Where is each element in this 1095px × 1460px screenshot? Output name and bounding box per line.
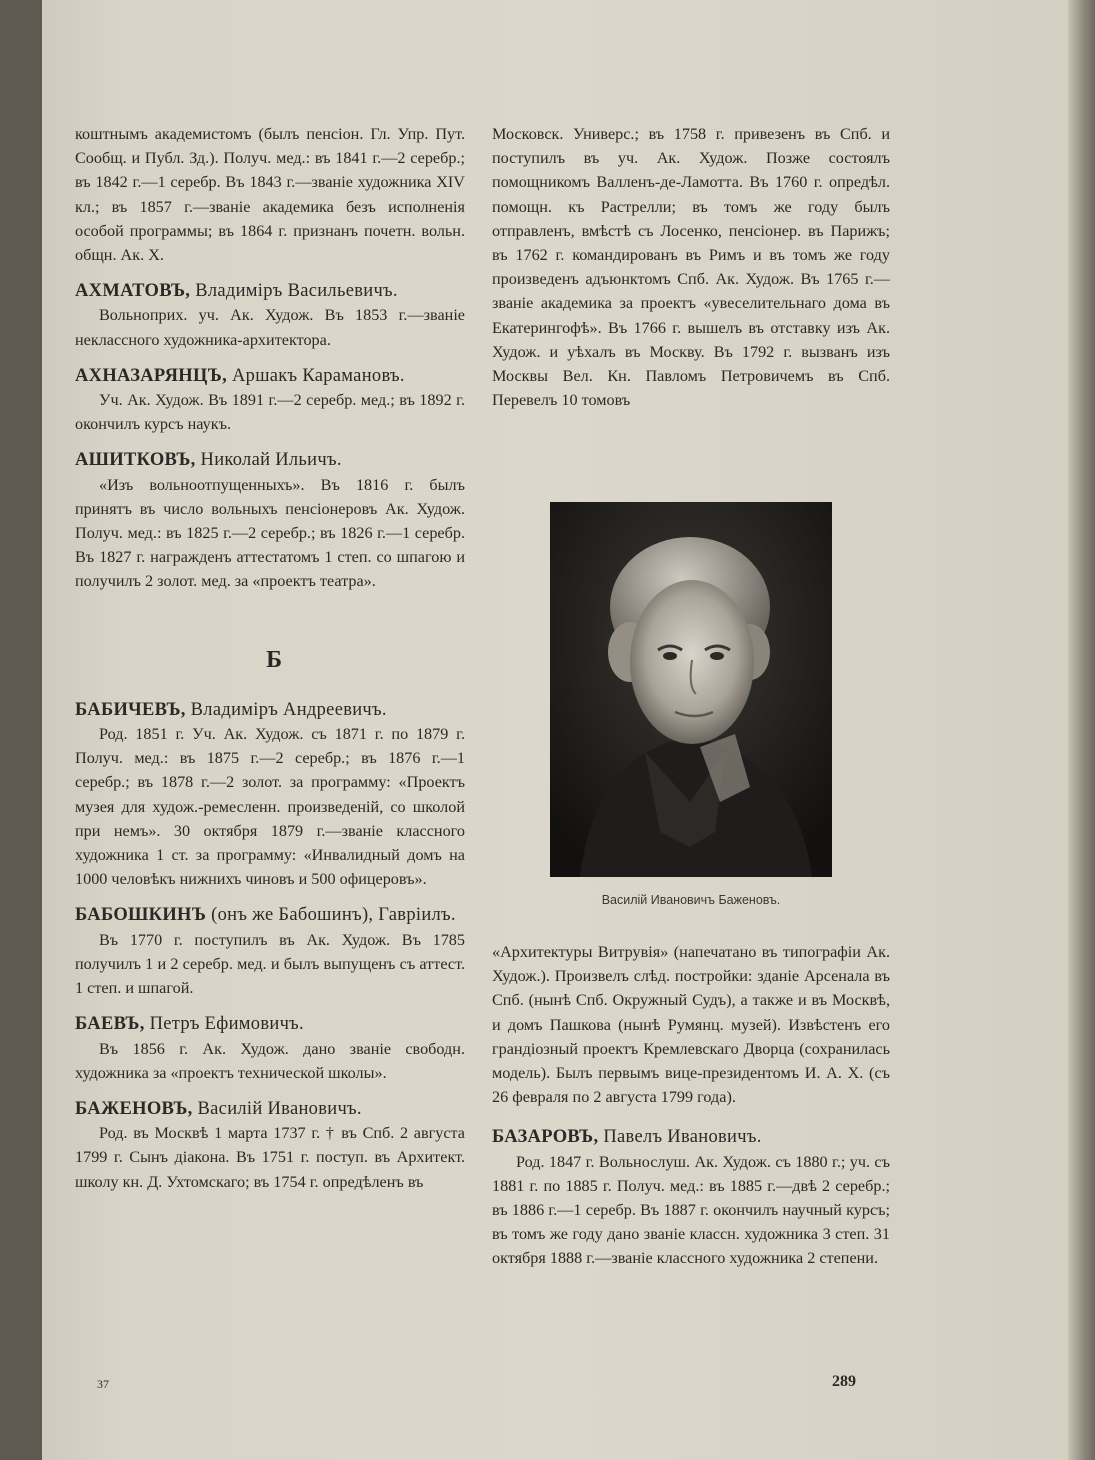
entry-body: Род. 1851 г. Уч. Ак. Худож. съ 1871 г. по 1879 г. Получ. мед.: въ 1875 г.—2 серебр.; въ 1876 г.—1 серебр.; въ 1878 г.—2 золот. за программу: «Проектъ музея для худож.-ремесленн. произведеній, со школой при немъ». 30 октября 1879 г.—званіе классного художника 1 ст. за программу: «Инвалидный домъ на 1000 человѣкъ нижнихъ чиновъ и 500 офицеровъ». bbox=[75, 725, 465, 889]
entry-babichev bbox=[75, 698, 465, 892]
entry-given-name: Владиміръ Васильевичъ. bbox=[195, 281, 398, 302]
entry-baboshkin bbox=[75, 903, 465, 1000]
entry-heading bbox=[75, 364, 465, 388]
entry-surname: БАБОШКИНЪ bbox=[75, 905, 207, 926]
section-letter: Б bbox=[266, 646, 282, 673]
entry-ashitkov bbox=[75, 448, 465, 593]
entry-given-name: Николай Ильичъ. bbox=[200, 450, 342, 471]
entry-heading bbox=[75, 1012, 465, 1036]
continuation-text: коштнымъ академистомъ (былъ пенсіон. Гл. Упр. Пут. Сообщ. и Публ. Зд.). Получ. мед.: въ 1841 г.—2 серебр.; въ 1842 г.—1 серебр. Въ 1843 г.—званіе художника XIV кл.; въ 1857 г.—званіе академика безъ исполненія особой программы; въ 1864 г. признанъ почетн. вольн. общн. Ак. Х. bbox=[75, 125, 465, 265]
entry-baev bbox=[75, 1012, 465, 1085]
entry-bazhenov bbox=[75, 1097, 465, 1194]
entry-heading bbox=[492, 1125, 890, 1149]
entry-bazarov bbox=[492, 1125, 890, 1270]
continuation-text: Московск. Универс.; въ 1758 г. привезенъ въ Спб. и поступилъ въ уч. Ак. Худож. Позже состоялъ помощникомъ Валленъ-де-Ламотта. Въ 1760 г. опредѣл. помощн. къ Растрелли; въ томъ же году былъ отправленъ, вмѣстѣ съ Лосенко, пенсіонер. въ Парижъ; въ 1762 г. командированъ въ Римъ и въ томъ же году произведенъ адъюнктомъ Спб. Ак. Худож. Въ 1765 г.—званіе академика за проектъ «увеселительнаго дома въ Екатерингофѣ». Въ 1766 г. вышелъ въ отставку изъ Ак. Худож. и уѣхалъ въ Москву. Въ 1792 г. вызванъ изъ Москвы Вел. Кн. Павломъ Петровичемъ въ Спб. Перевелъ 10 томовъ bbox=[492, 125, 890, 410]
entry-surname: БАЕВЪ, bbox=[75, 1014, 145, 1035]
entry-given-name: Владиміръ Андреевичъ. bbox=[190, 699, 387, 720]
portrait-image bbox=[550, 502, 832, 877]
signature-mark: 37 bbox=[97, 1377, 109, 1391]
page-number: 289 bbox=[832, 1373, 856, 1390]
portrait-figure bbox=[550, 502, 832, 907]
left-column bbox=[75, 122, 465, 1194]
entry-body: Род. 1847 г. Вольнослуш. Ак. Худож. съ 1880 г.; уч. съ 1881 г. по 1885 г. Получ. мед.: въ 1885 г.—двѣ 2 серебр.; въ 1886 г.—1 серебр. Въ 1887 г. окончилъ научный курсъ; въ томъ же году дано званіе классн. художника 3 степ. 31 октября 1888 г.—званіе классного художника 2 степени. bbox=[492, 1152, 890, 1268]
entry-surname: БАЗАРОВЪ, bbox=[492, 1127, 599, 1148]
entry-heading bbox=[75, 279, 465, 303]
entry-given-name: Василій Ивановичъ. bbox=[197, 1098, 362, 1119]
portrait-caption: Василій Ивановичъ Баженовъ. bbox=[601, 893, 781, 907]
entry-akhnazaryants bbox=[75, 364, 465, 437]
entry-body: Уч. Ак. Худож. Въ 1891 г.—2 серебр. мед.; въ 1892 г. окончилъ курсъ наукъ. bbox=[75, 391, 465, 434]
portrait-drawing bbox=[550, 502, 832, 877]
entry-heading bbox=[75, 698, 465, 722]
entry-akhmatov bbox=[75, 279, 465, 352]
entry-surname: БАЖЕНОВЪ, bbox=[75, 1098, 193, 1119]
right-column bbox=[492, 122, 890, 412]
entry-given-name: Петръ Ефимовичъ. bbox=[149, 1014, 304, 1035]
entry-body: «Изъ вольноотпущенныхъ». Въ 1816 г. былъ принятъ въ число вольныхъ пенсіонеровъ Ак. Худож. Получ. мед.: въ 1825 г.—2 серебр.; въ 1826 г.—1 серебр. Въ 1827 г. награжденъ аттестатомъ 1 степ. со шпагою и получилъ 2 золот. мед. за «проектъ театра». bbox=[75, 475, 465, 591]
entry-body: Род. въ Москвѣ 1 марта 1737 г. † въ Спб. 2 августа 1799 г. Сынъ діакона. Въ 1751 г. поступ. въ Архитект. школу кн. Д. Ухтомскаго; въ 1754 г. опредѣленъ въ bbox=[75, 1124, 465, 1191]
right-column-lower bbox=[492, 940, 890, 1271]
continuation-text: «Архитектуры Витрувія» (напечатано въ типографіи Ак. Худож.). Произвелъ слѣд. постройки: зданіе Арсенала въ Спб. (нынѣ Спб. Окружный Судъ), а также и въ Москвѣ, и домъ Пашкова (нынѣ Румянц. музей). Извѣстенъ его грандіозный проектъ Кремлевскаго Дворца (сохранилась модель). Былъ первымъ вице-президентомъ И. А. Х. (съ 26 февраля по 2 августа 1799 года). bbox=[492, 943, 890, 1107]
entry-heading bbox=[75, 1097, 465, 1121]
entry-body: Вольноприх. уч. Ак. Худож. Въ 1853 г.—званіе неклассного художника-архитектора. bbox=[75, 306, 465, 349]
entry-given-name: (онъ же Бабошинъ), Гавріилъ. bbox=[211, 905, 456, 926]
entry-surname: АХНАЗАРЯНЦЪ, bbox=[75, 365, 228, 386]
entry-given-name: Павелъ Ивановичъ. bbox=[603, 1127, 762, 1148]
entry-heading bbox=[75, 448, 465, 472]
entry-given-name: Аршакъ Карамановъ. bbox=[231, 365, 405, 386]
entry-surname: АХМАТОВЪ, bbox=[75, 281, 191, 302]
page-edge bbox=[1068, 0, 1095, 1460]
entry-body: Въ 1770 г. поступилъ въ Ак. Худож. Въ 1785 получилъ 1 и 2 серебр. мед. и былъ выпущенъ съ аттест. 1 степ. и шпагой. bbox=[75, 930, 465, 998]
entry-surname: БАБИЧЕВЪ, bbox=[75, 699, 186, 720]
entry-surname: АШИТКОВЪ, bbox=[75, 450, 196, 471]
entry-body: Въ 1856 г. Ак. Худож. дано званіе свободн. художника за «проектъ технической школы». bbox=[75, 1039, 465, 1082]
entry-heading bbox=[75, 903, 465, 927]
